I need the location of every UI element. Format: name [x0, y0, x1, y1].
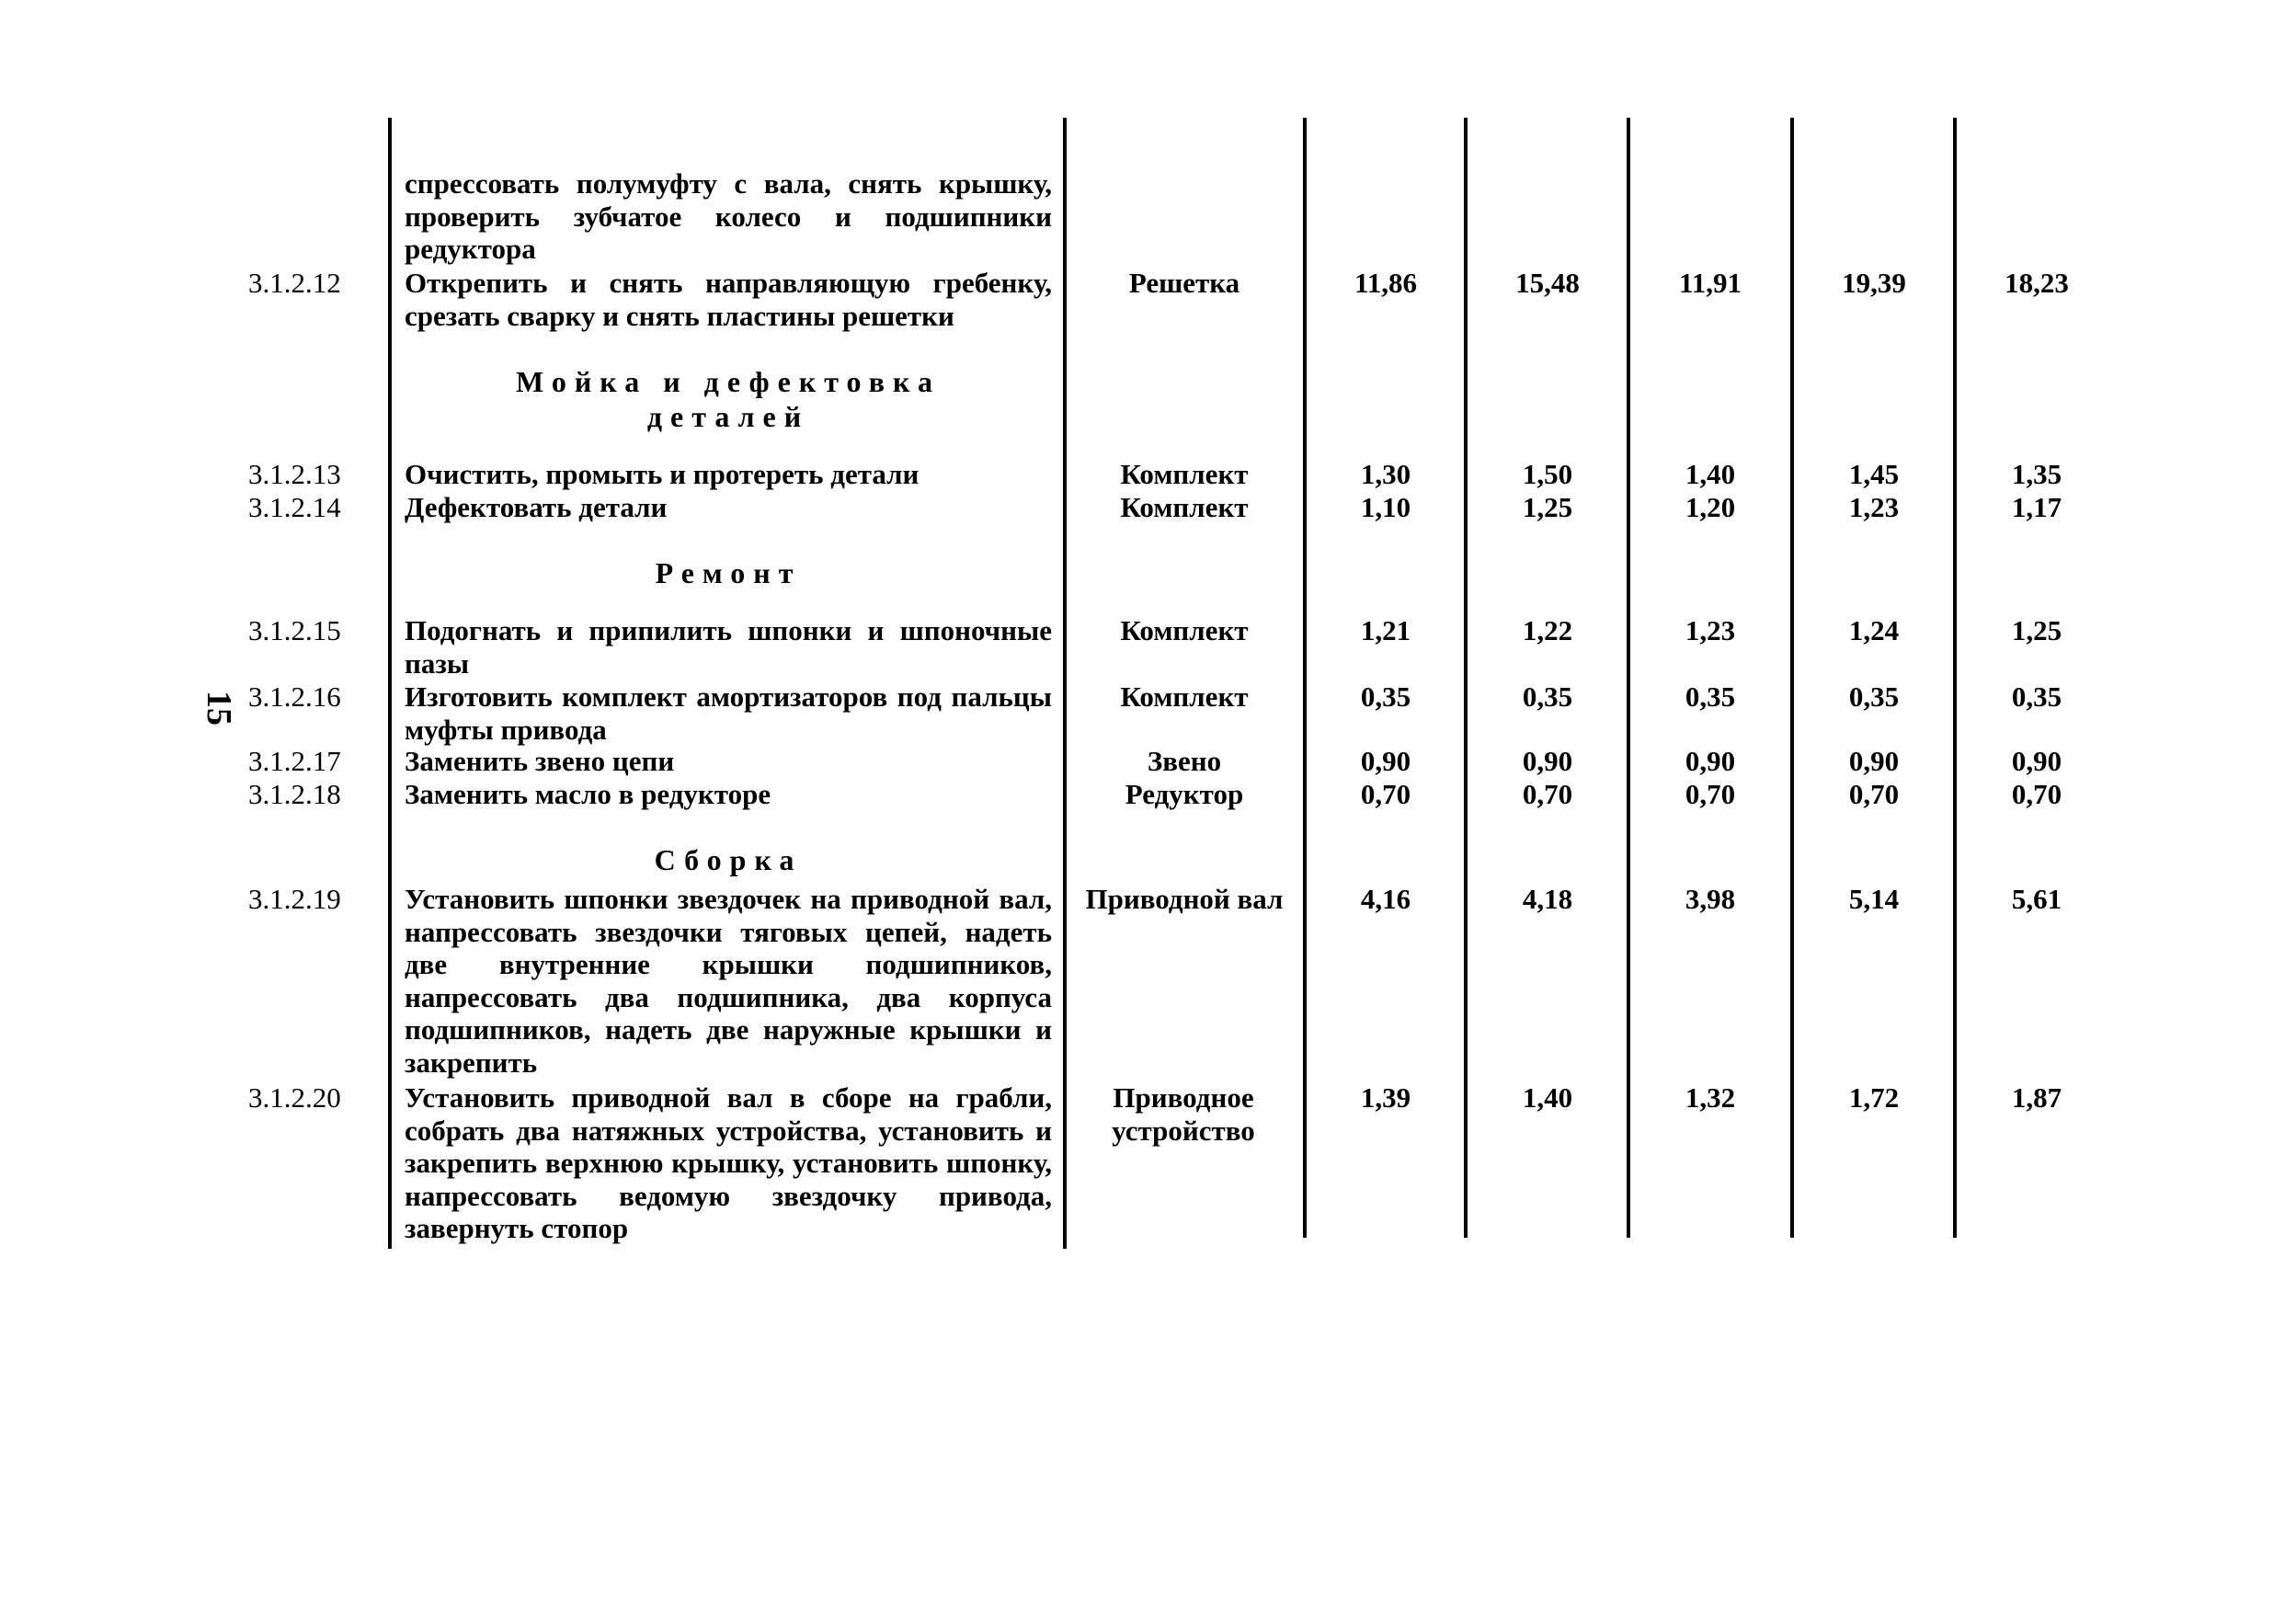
- row-value: 1,17: [2011, 491, 2062, 523]
- row-number: 3.1.2.20: [248, 1081, 341, 1114]
- row-unit: Комплект: [1120, 680, 1249, 713]
- row-value: 1,40: [1685, 458, 1736, 490]
- row-number: 3.1.2.18: [248, 778, 341, 810]
- row-description: Изготовить комплект амортизаторов под пальцы муфты привода: [405, 680, 1052, 746]
- row-value: 0,35: [1848, 680, 1900, 713]
- row-number: 3.1.2.14: [248, 491, 341, 523]
- row-value: 0,90: [1522, 745, 1573, 777]
- row-value: 5,14: [1848, 883, 1900, 915]
- row-value: 1,39: [1360, 1081, 1411, 1114]
- row-value: 0,35: [1522, 680, 1573, 713]
- row-unit: Приводное устройство: [1112, 1081, 1255, 1147]
- row-value: 0,70: [1685, 778, 1736, 810]
- row-value: 1,50: [1522, 458, 1573, 490]
- section-heading-washing: Мойка и дефектовка: [516, 365, 941, 398]
- row-value: 1,23: [1848, 491, 1900, 523]
- row-value: 1,35: [2011, 458, 2062, 490]
- row-value: 0,90: [1360, 745, 1411, 777]
- row-value: 18,23: [2005, 267, 2069, 299]
- row-value: 1,24: [1848, 614, 1900, 646]
- page-number: 15: [200, 691, 238, 726]
- row-value: 1,30: [1360, 458, 1411, 490]
- row-value: 1,72: [1848, 1081, 1900, 1114]
- row-value: 0,35: [1360, 680, 1411, 713]
- row-value: 1,21: [1360, 614, 1411, 646]
- row-unit: Приводной вал: [1085, 883, 1284, 915]
- row-value: 19,39: [1842, 267, 1906, 299]
- row-value: 1,22: [1522, 614, 1573, 646]
- row-value: 4,16: [1360, 883, 1411, 915]
- row-unit: Комплект: [1120, 458, 1249, 490]
- row-value: 0,70: [1848, 778, 1900, 810]
- row-description: Заменить масло в редукторе: [405, 778, 771, 810]
- column-rule: [388, 118, 392, 1249]
- row-number: 3.1.2.19: [248, 883, 341, 915]
- row-value: 0,35: [1685, 680, 1736, 713]
- row-value: 0,35: [2011, 680, 2062, 713]
- row-unit: Решетка: [1128, 267, 1240, 299]
- row-value: 1,10: [1360, 491, 1411, 523]
- section-heading-repair: Ремонт: [655, 556, 802, 589]
- column-rule: [1627, 118, 1630, 1238]
- column-rule: [1303, 118, 1307, 1238]
- row-value: 11,86: [1354, 267, 1418, 299]
- row-unit: Звено: [1147, 745, 1222, 777]
- row-value: 3,98: [1685, 883, 1736, 915]
- row-number: 3.1.2.15: [248, 614, 341, 646]
- row-unit: Комплект: [1120, 614, 1249, 646]
- row-description: Установить шпонки звездочек на приводной вал, напрессовать звездочки тяговых цепей, надеть две внутренние крышки подшипников, напрессовать два подшипника, два корпуса подшипников, надеть две наружные крышки и закрепить: [405, 883, 1052, 1079]
- row-value: 1,45: [1848, 458, 1900, 490]
- row-value: 1,87: [2011, 1081, 2062, 1114]
- row-description: спрессовать полумуфту с вала, снять крышку, проверить зубчатое колесо и подшипники редуктора: [405, 167, 1052, 265]
- row-value: 1,25: [1522, 491, 1573, 523]
- row-description: Очистить, промыть и протереть детали: [405, 458, 920, 490]
- column-rule: [1464, 118, 1468, 1238]
- row-value: 4,18: [1522, 883, 1573, 915]
- row-value: 5,61: [2011, 883, 2062, 915]
- row-value: 0,70: [1522, 778, 1573, 810]
- section-heading-washing-cont: деталей: [646, 400, 810, 433]
- row-value: 11,91: [1678, 267, 1742, 299]
- row-description: Подогнать и припилить шпонки и шпоночные пазы: [405, 614, 1052, 680]
- row-description: Открепить и снять направляющую гребенку, срезать сварку и снять пластины решетки: [405, 267, 1052, 332]
- column-rule: [1063, 118, 1067, 1249]
- row-description: Установить приводной вал в сборе на грабли, собрать два натяжных устройства, установить и закрепить верхнюю крышку, установить шпонку, напрессовать ведомую звездочку привода, завернуть стопор: [405, 1081, 1052, 1244]
- column-rule: [1953, 118, 1957, 1238]
- row-value: 15,48: [1515, 267, 1580, 299]
- row-value: 0,90: [1848, 745, 1900, 777]
- row-number: 3.1.2.17: [248, 745, 341, 777]
- row-value: 1,25: [2011, 614, 2062, 646]
- row-value: 1,20: [1685, 491, 1736, 523]
- section-heading-assembly: Сборка: [654, 843, 803, 876]
- row-number: 3.1.2.16: [248, 680, 341, 713]
- row-value: 1,40: [1522, 1081, 1573, 1114]
- column-rule: [1790, 118, 1794, 1238]
- row-description: Дефектовать детали: [405, 491, 668, 523]
- row-value: 1,32: [1685, 1081, 1736, 1114]
- row-value: 0,70: [2011, 778, 2062, 810]
- row-unit: Редуктор: [1125, 778, 1244, 810]
- row-number: 3.1.2.13: [248, 458, 341, 490]
- row-value: 0,90: [2011, 745, 2062, 777]
- row-value: 0,70: [1360, 778, 1411, 810]
- row-unit: Комплект: [1120, 491, 1249, 523]
- row-number: 3.1.2.12: [248, 267, 341, 299]
- row-description: Заменить звено цепи: [405, 745, 675, 777]
- row-value: 1,23: [1685, 614, 1736, 646]
- row-value: 0,90: [1685, 745, 1736, 777]
